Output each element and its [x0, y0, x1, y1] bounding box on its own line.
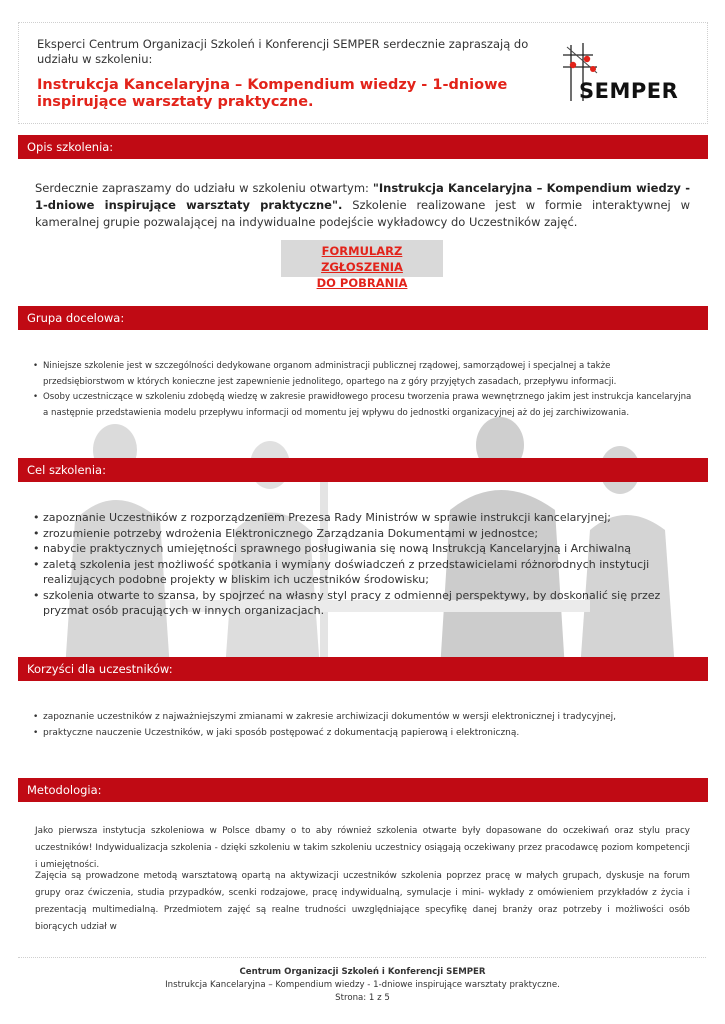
cel-list	[33, 510, 673, 619]
korzysci-list	[33, 710, 693, 741]
section-cel-heading: Cel szkolenia:	[18, 458, 708, 482]
training-title: Instrukcja Kancelaryjna – Kompendium wiedzy - 1-dniowe inspirujące warsztaty praktyczne.	[37, 77, 508, 110]
opis-text-bold: "Instrukcja Kancelaryjna – Kompendium wiedzy - 1-dniowe inspirujące warsztaty praktyczne".	[35, 181, 690, 212]
opis-text	[35, 180, 690, 231]
footer-title: Instrukcja Kancelaryjna – Kompendium wiedzy - 1-dniowe inspirujące warsztaty praktyczne.	[165, 980, 560, 990]
logo-text: SEMPER	[579, 79, 679, 103]
footer-org: Centrum Organizacji Szkoleń i Konferencji SEMPER	[239, 967, 486, 977]
section-metodologia-heading: Metodologia:	[18, 778, 708, 802]
header-box	[18, 22, 708, 124]
section-opis-heading: Opis szkolenia:	[18, 135, 708, 159]
footer-divider	[18, 957, 706, 958]
list-item: • szkolenia otwarte to szansa, by spojrzeć na własny styl pracy z odmiennej perspektywy, by doskonalić się przez pryzmat osób pracujących w innych organizacjach.	[33, 588, 673, 619]
metodologia-paragraph-2: Zajęcia są prowadzone metodą warsztatową opartą na aktywizacji uczestników szkolenia poprzez pracę w małych grupach, dyskusje na forum grupy oraz ćwiczenia, studia przypadków, scenki rodzajowe, pracę indywidualną, symulacje i mini- wykłady z omówieniem przykładów z życia i prezentacją multimedialną. Przedmiotem zajęć są realne trudności uwzględniające specyfikę danej branży oraz potrzeby i możliwości osób biorących udział w	[35, 871, 690, 932]
list-item: • praktyczne nauczenie Uczestników, w jaki sposób postępować z dokumentacją papierową i elektroniczną.	[33, 726, 693, 742]
list-item: • Osoby uczestniczące w szkoleniu zdobędą wiedzę w zakresie prawidłowego procesu tworzenia prawa wewnętrznego jakim jest instrukcja kancelaryjna a następnie przedstawienia modelu przepływu informacji od momentu jej wpływu do jednostki organizacyjnej aż do jej zarchiwizowania.	[33, 390, 693, 421]
list-item: • zrozumienie potrzeby wdrożenia Elektronicznego Zarządzania Dokumentami w jednostce;	[33, 526, 673, 542]
opis-text-start: Serdecznie zapraszamy do udziału w szkoleniu otwartym:	[35, 181, 373, 195]
page-footer	[0, 966, 725, 1005]
metodologia-paragraph-1: Jako pierwsza instytucja szkoleniowa w Polsce dbamy o to aby również szkolenia otwarte były dopasowane do oczekiwań oraz stylu pracy uczestników! Indywidualizacja szkolenia - dzięki szkoleniu w takim szkoleniu uczestnicy osiągają oczekiwany przez pracodawcę poziom kompetencji i umiejętności.	[35, 826, 690, 870]
section-grupa-heading: Grupa docelowa:	[18, 306, 708, 330]
form-link-line2[interactable]: DO POBRANIA	[316, 276, 408, 290]
list-item: • zaletą szkolenia jest możliwość spotkania i wymiany doświadczeń z przedstawicielami różnorodnych instytucji realizujących podobne projekty w bliskim ich uczestników środowisku;	[33, 557, 673, 588]
opis-text-end: Szkolenie realizowane jest w formie interaktywnej w kameralnej grupie pozwalającej na indywidualne podejście wykładowcy do Uczestników zajęć.	[35, 198, 690, 229]
download-form-button[interactable]	[281, 240, 443, 290]
list-item: • zapoznanie Uczestników z rozporządzeniem Prezesa Rady Ministrów w sprawie instrukcji kancelaryjnej;	[33, 510, 673, 526]
list-item: • zapoznanie uczestników z najważniejszymi zmianami w zakresie archiwizacji dokumentów w wersji elektronicznej i tradycyjnej,	[33, 710, 693, 726]
semper-logo	[553, 41, 688, 103]
grupa-list	[33, 359, 693, 421]
intro-text: Eksperci Centrum Organizacji Szkoleń i Konferencji SEMPER serdecznie zapraszają do udziału w szkoleniu:	[37, 37, 529, 66]
form-link-line1[interactable]: FORMULARZ ZGŁOSZENIA	[321, 244, 403, 274]
footer-page-number: Strona: 1 z 5	[335, 993, 390, 1003]
list-item: • nabycie praktycznych umiejętności sprawnego posługiwania się nową Instrukcją Kancelaryjną i Archiwalną	[33, 541, 673, 557]
section-korzysci-heading: Korzyści dla uczestników:	[18, 657, 708, 681]
list-item: • Niniejsze szkolenie jest w szczególności dedykowane organom administracji publicznej rządowej, samorządowej i specjalnej a także przedsiębiorstwom w których konieczne jest zapewnienie jednolitego, opartego na z góry przyjętych zasadach, przepływu informacji.	[33, 359, 693, 390]
